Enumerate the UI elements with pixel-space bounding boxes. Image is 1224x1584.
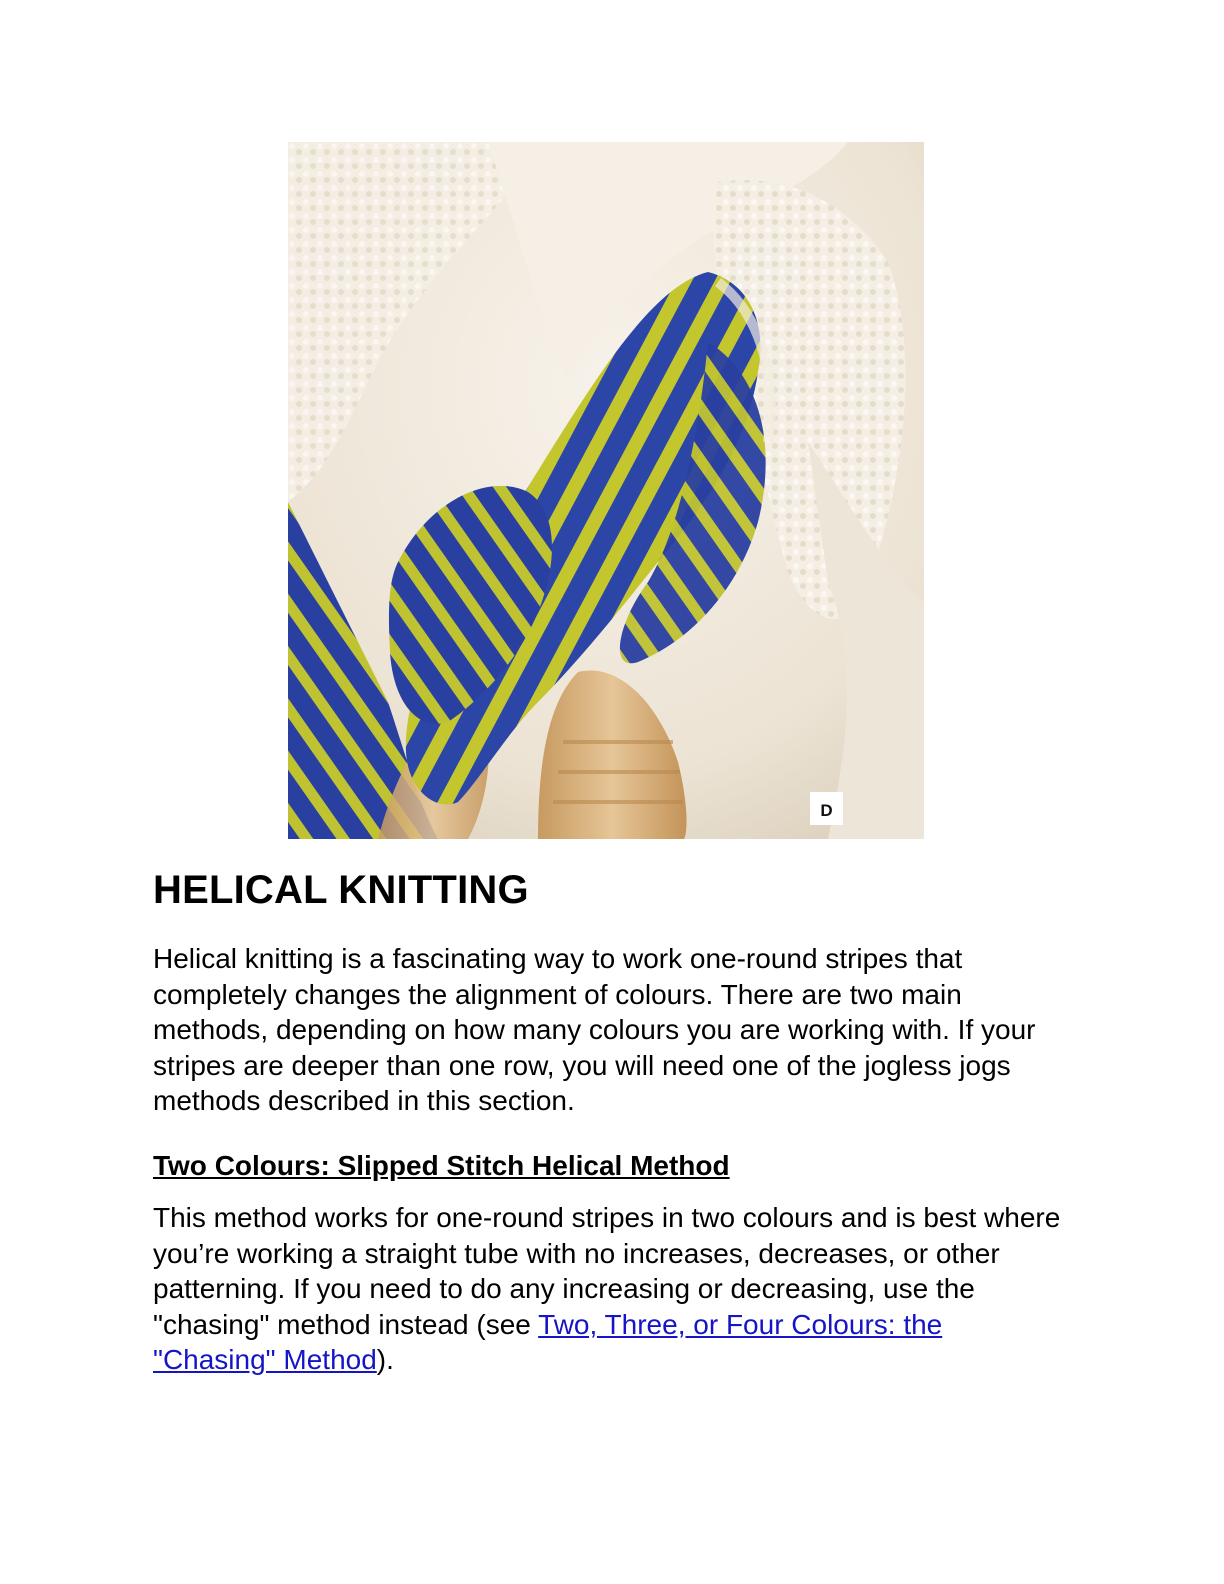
intro-paragraph: Helical knitting is a fascinating way to work one-round stripes that completely changes the alignment of colours. There are two main methods, depending on how many colours you are working with. If your stripes are deeper than one row, you will need one of the jogless jogs methods described in this section. — [153, 943, 1036, 1117]
section-text-before-link: This method works for one-round stripes in two colours and is best where you’re working a straight tube with no increases, decreases, or other patterning. If you need to do any increasing or decreasing, use the "chasing" method instead (see — [153, 1202, 1061, 1340]
article-photo — [288, 142, 924, 839]
section-paragraph — [153, 1200, 1063, 1378]
section-text-after-link: ). — [376, 1344, 394, 1376]
chasing-method-link[interactable]: Two, Three, or Four Colours: the "Chasing" Method — [153, 1308, 943, 1376]
page-title: HELICAL KNITTING — [153, 868, 529, 912]
logo-letter: D — [820, 801, 833, 820]
section-heading: Two Colours: Slipped Stitch Helical Method — [153, 1150, 730, 1181]
